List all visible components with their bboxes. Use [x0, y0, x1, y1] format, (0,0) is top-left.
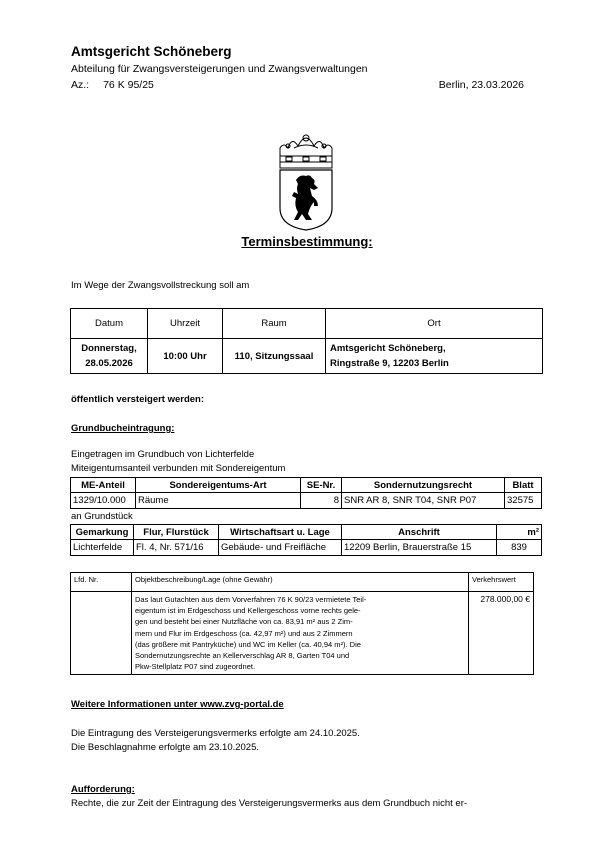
appointment-room: 110, Sitzungssaal [223, 339, 326, 374]
description-line: mern und Flur im Erdgeschoss (ca. 42,97 m²) und aus 2 Zimmern [135, 628, 353, 638]
request-text: Rechte, die zur Zeit der Eintragung des Versteigerungsvermerks aus dem Grundbuch nicht er- [71, 798, 468, 809]
page-title: Terminsbestimmung: [241, 234, 373, 249]
table-row [71, 592, 534, 675]
cell-blatt: 32575 [505, 493, 542, 509]
parcel-table [70, 524, 542, 556]
table-header-row [71, 573, 534, 592]
request-heading: Aufforderung: [71, 784, 135, 795]
cell-lfd-nr [71, 592, 132, 675]
grundbuch-line1: Eingetragen im Grundbuch von Lichterfelde [71, 449, 255, 460]
an-grundstueck: an Grundstück [71, 511, 133, 522]
table-row [71, 540, 542, 556]
col-flur: Flur, Flurstück [134, 525, 219, 540]
appointment-table [70, 308, 543, 374]
place-line1: Amtsgericht Schöneberg, [330, 343, 446, 354]
description-line: Das laut Gutachten aus dem Vorverfahren 76 K 90/23 vermietete Teil- [135, 595, 367, 604]
az-number: 76 K 95/25 [103, 79, 154, 91]
table-header-row [71, 525, 542, 540]
cell-m2: 839 [497, 540, 542, 556]
date-line2: 28.05.2026 [85, 358, 133, 369]
entry-line1: Die Eintragung des Versteigerungsvermerks erfolgte am 24.10.2025. [71, 728, 360, 739]
cell-wirtschaftsart: Gebäude- und Freifläche [219, 540, 342, 556]
place-line2: Ringstraße 9, 12203 Berlin [330, 358, 449, 369]
description-line: gen und besteht bei einer Nutzfläche von ca. 83,91 m² aus 2 Zim- [135, 617, 353, 627]
col-wirtschaftsart: Wirtschaftsart u. Lage [219, 525, 342, 540]
description-line: (das größere mit Pantryküche) und WC im Keller (ca. 40,94 m²). Die [135, 639, 361, 649]
description-line: eigentum ist im Erdgeschoss und Kellergeschoss vorne rechts gele- [135, 606, 361, 616]
col-blatt: Blatt [505, 478, 542, 493]
more-info-link[interactable]: Weitere Informationen unter www.zvg-portal.de [71, 699, 284, 710]
cell-value: 278.000,00 € [469, 592, 534, 675]
berlin-bear-crest-icon [274, 128, 338, 232]
table-header-row [71, 309, 543, 339]
col-se-nr: SE-Nr. [301, 478, 342, 493]
cell-anschrift: 12209 Berlin, Brauerstraße 15 [342, 540, 497, 556]
ownership-table [70, 477, 542, 509]
court-name: Amtsgericht Schöneberg [71, 44, 232, 59]
table-row [71, 493, 542, 509]
appointment-time: 10:00 Uhr [148, 339, 223, 374]
description-line: Pkw-Stellplatz P07 sind zugeordnet. [135, 662, 256, 672]
table-row [71, 339, 543, 374]
header-time: Uhrzeit [148, 309, 223, 339]
az-label: Az.: [71, 79, 90, 91]
table-header-row [71, 478, 542, 493]
cell-se-nr: 8 [301, 493, 342, 509]
appointment-place [326, 339, 543, 374]
col-description: Objektbeschreibung/Lage (ohne Gewähr) [132, 573, 469, 592]
col-lfd-nr: Lfd. Nr. [71, 573, 132, 592]
objects-table [70, 572, 534, 675]
col-snr: Sondernutzungsrecht [342, 478, 505, 493]
header-place: Ort [326, 309, 543, 339]
header-room: Raum [223, 309, 326, 339]
cell-description [132, 592, 469, 675]
header-date: Datum [71, 309, 148, 339]
appointment-date [71, 339, 148, 374]
cell-snr: SNR AR 8, SNR T04, SNR P07 [342, 493, 505, 509]
description-line: Sondernutzungsrechte an Kellerverschlag AR 8, Garten T04 und [135, 651, 350, 661]
col-anschrift: Anschrift [342, 525, 497, 540]
date-line1: Donnerstag, [81, 343, 137, 354]
col-gemarkung: Gemarkung [71, 525, 134, 540]
file-number [71, 79, 154, 91]
department: Abteilung für Zwangsversteigerungen und Zwangsverwaltungen [71, 63, 368, 75]
col-value: Verkehrswert [469, 573, 534, 592]
col-m2: m² [497, 525, 542, 540]
grundbuch-heading: Grundbucheintragung: [71, 423, 175, 434]
entry-line2: Die Beschlagnahme erfolgte am 23.10.2025. [71, 742, 260, 753]
cell-me-anteil: 1329/10.000 [71, 493, 136, 509]
intro-text: Im Wege der Zwangsvollstreckung soll am [71, 280, 250, 291]
cell-gemarkung: Lichterfelde [71, 540, 134, 556]
col-se-art: Sondereigentums-Art [136, 478, 301, 493]
cell-se-art: Räume [136, 493, 301, 509]
place-date: Berlin, 23.03.2026 [438, 79, 524, 91]
grundbuch-line2: Miteigentumsanteil verbunden mit Sondereigentum [71, 463, 286, 474]
cell-flur: Fl. 4, Nr. 571/16 [134, 540, 219, 556]
col-me-anteil: ME-Anteil [71, 478, 136, 493]
auction-text: öffentlich versteigert werden: [71, 394, 205, 405]
